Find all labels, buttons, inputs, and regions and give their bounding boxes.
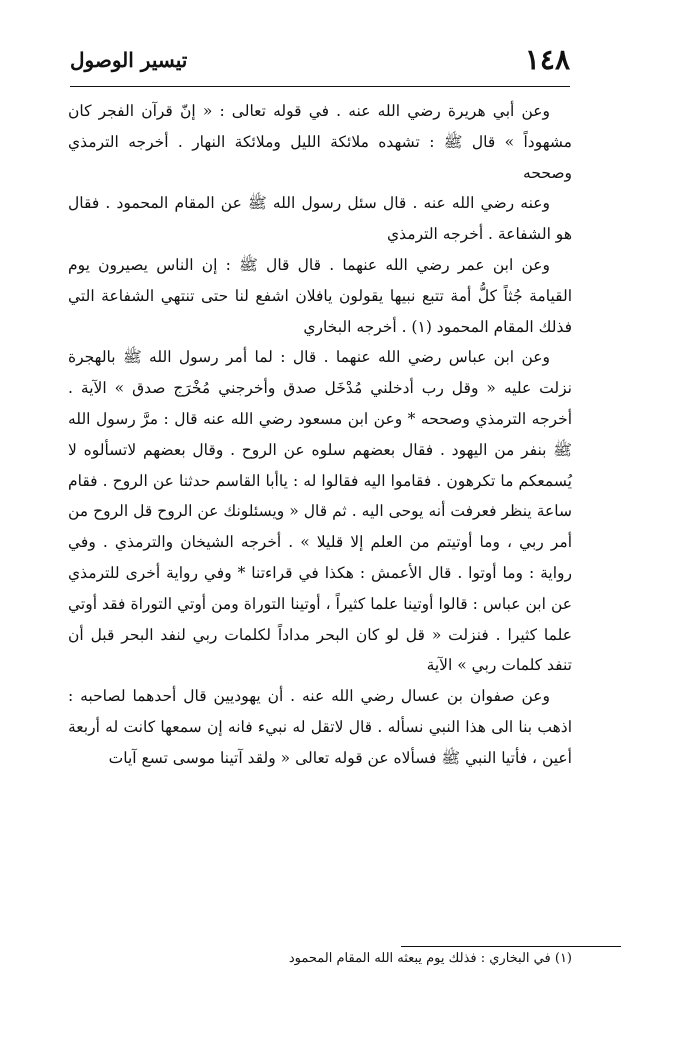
page-number: ١٤٨ [524,43,570,76]
page-header [70,40,570,80]
paragraph-ibn-umar: وعن ابن عمر رضي الله عنهما . قال قال ﷺ : إن الناس يصيرون يوم القيامة جُثاً كلُّ أمة تتبع نبيها يقولون يافلان اشفع لنا حتى تنتهي الشفاعة التي فذلك المقام المحمود (١) . أخرجه البخاري [68,255,572,336]
header-divider [70,86,570,87]
footnote-divider [401,946,621,947]
paragraph-ibn-abbas-ibn-masud: وعن ابن عباس رضي الله عنهما . قال : لما أمر رسول الله ﷺ بالهجرة نزلت عليه « وقل رب أدخلني مُدْخَل صدق وأخرجني مُخْرَج صدق » الآية . أخرجه الترمذي وصححه * وعن ابن مسعود رضي الله عنه قال : مرَّ رسول الله ﷺ بنفر من اليهود . فقال بعضهم سلوه عن الروح . وقال بعضهم لاتسألوه لا يُسمعكم ما تكرهون . فقاموا اليه فقالوا له : ياأبا القاسم حدثنا عن الروح . فقام ساعة ينظر فعرفت أنه يوحى اليه . ثم قال « ويسئلونك عن الروح قل الروح من أمر ربي ، وما أوتيتم من العلم إلا قليلا » . أخرجه الشيخان والترمذي . وفي رواية : وما أوتوا . قال الأعمش : هكذا في قراءتنا * وفي رواية أخرى للترمذي عن ابن عباس : قالوا أوتينا علما كثيراً ، أوتينا التوراة ومن أوتي التوراة فقد أوتي علما كثيرا . فنزلت « قل لو كان البحر مداداً لكلمات ربي لنفد البحر قبل أن تنفد كلمات ربي » الآية [68,348,572,675]
running-title: تيسير الوصول [70,48,188,72]
body-text [68,96,572,774]
paragraph-maqam-mahmud: وعنه رضي الله عنه . قال سئل رسول الله ﷺ عن المقام المحمود . فقال هو الشفاعة . أخرجه الترمذي [68,194,572,244]
paragraph-safwan-ibn-assal: وعن صفوان بن عسال رضي الله عنه . أن يهوديين قال أحدهما لصاحبه : اذهب بنا الى هذا النبي نسأله . قال لاتقل له نبيء فانه إن سمعها كانت له أربعة أعين ، فأتيا النبي ﷺ فسألاه عن قوله تعالى « ولقد آتينا موسى تسع آيات [68,687,572,767]
footnote: (١) في البخاري : فذلك يوم يبعثه الله المقام المحمود [288,951,572,966]
paragraph-abu-hurayra: وعن أبي هريرة رضي الله عنه . في قوله تعالى : « إنّ قرآن الفجر كان مشهوداً » قال ﷺ : تشهده ملائكة الليل وملائكة النهار . أخرجه الترمذي وصححه [68,102,572,182]
